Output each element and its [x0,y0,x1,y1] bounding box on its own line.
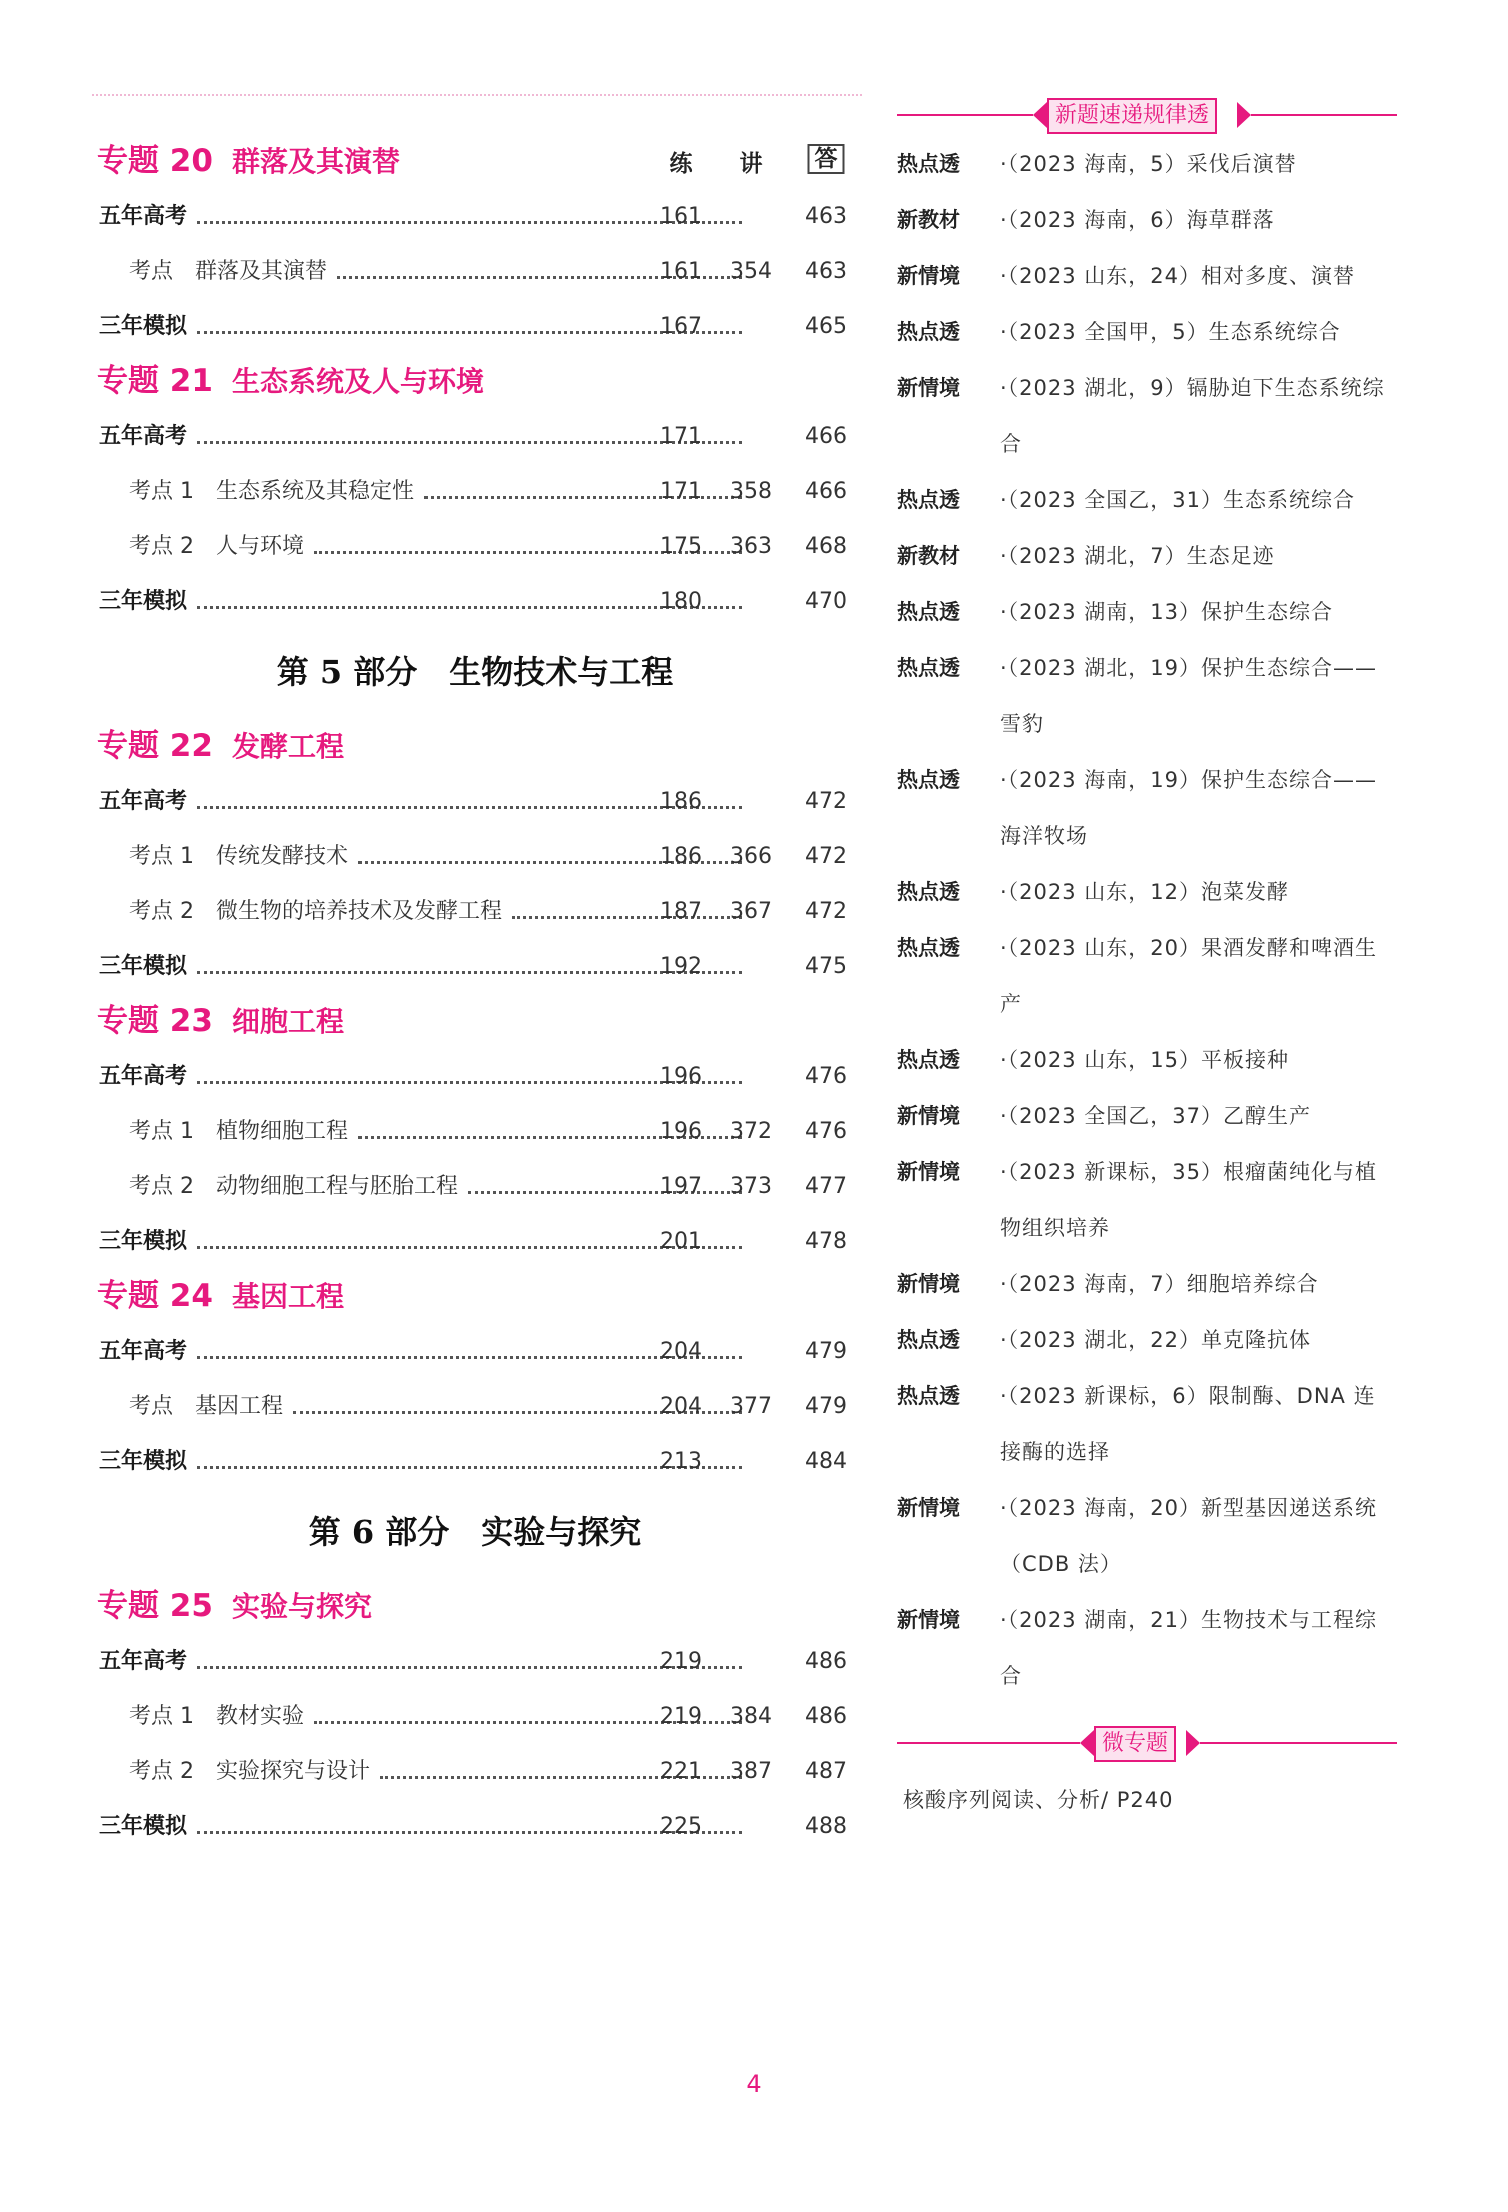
topic-title: 群落及其演替 [232,145,401,178]
topic-title: 生态系统及人与环境 [232,365,485,398]
banner-arrow-right-icon [1186,1730,1200,1756]
hot-item-text: ·（2023 湖北，9）镉胁迫下生态系统综合 [1000,376,1385,456]
hot-item[interactable] [897,1592,1397,1704]
hot-item[interactable] [897,920,1397,1032]
banner-text: 新题速递规律透 [1047,98,1217,134]
banner-line-left [897,114,1033,116]
page-da: 478 [805,1229,847,1254]
hot-item-tag: 热点透 [897,656,960,680]
row-label: 考点 2 人与环境 [129,534,304,559]
page-da: 486 [805,1649,847,1674]
hot-item-tag: 热点透 [897,1328,960,1352]
banner-line-right [1200,1742,1397,1744]
hot-item-tag: 热点透 [897,320,960,344]
toc-subsection-row[interactable] [95,1159,855,1214]
row-label: 三年模拟 [99,1449,188,1474]
hot-item-tag: 新情境 [897,1104,960,1128]
hot-item[interactable] [897,192,1397,248]
hot-item-tag: 热点透 [897,600,960,624]
page-da: 476 [805,1119,847,1144]
row-label: 三年模拟 [99,1229,188,1254]
page-jiang: 387 [730,1759,772,1784]
toc-subsection-row[interactable] [95,884,855,939]
hot-item-tag: 新情境 [897,1496,960,1520]
row-label: 五年高考 [99,789,188,814]
banner-line-right [1251,114,1397,116]
part-title-text: 第 6 部分 实验与探究 [308,1513,642,1551]
page-lian: 204 [660,1339,702,1364]
toc-section-row[interactable] [95,189,855,244]
toc-right-column [897,98,1397,1822]
hot-item[interactable] [897,1144,1397,1256]
hot-item-text: ·（2023 山东，20）果酒发酵和啤酒生产 [1000,936,1378,1016]
topic-code: 专题 24 [97,1278,213,1314]
topic-heading[interactable] [95,719,855,774]
hot-item-tag: 热点透 [897,1048,960,1072]
toc-subsection-row[interactable] [95,1104,855,1159]
page-lian: 221 [660,1759,702,1784]
hot-item-tag: 热点透 [897,152,960,176]
hot-item[interactable] [897,304,1397,360]
hot-item-tag: 新情境 [897,1608,960,1632]
column-header-lian: 练 [669,151,693,177]
hot-item-tag: 新教材 [897,544,960,568]
hot-item-text: ·（2023 海南，20）新型基因递送系统（CDB 法） [1000,1496,1378,1576]
part-title [95,1489,855,1579]
toc-section-row[interactable] [95,774,855,829]
page-lian: 167 [660,314,702,339]
page-da: 477 [805,1174,847,1199]
toc-subsection-row[interactable] [95,519,855,574]
hot-item[interactable] [897,248,1397,304]
toc-section-row[interactable] [95,1799,855,1854]
hot-item-text: ·（2023 新课标，6）限制酶、DNA 连接酶的选择 [1000,1384,1376,1464]
toc-subsection-row[interactable] [95,244,855,299]
hot-item-text: ·（2023 新课标，35）根瘤菌纯化与植物组织培养 [1000,1160,1378,1240]
hot-item[interactable] [897,360,1397,472]
hot-item-text: ·（2023 山东，15）平板接种 [1000,1048,1290,1072]
toc-subsection-row[interactable] [95,829,855,884]
banner-text: 微专题 [1094,1726,1176,1762]
page-lian: 219 [660,1704,702,1729]
row-label: 考点 1 植物细胞工程 [129,1119,348,1144]
banner-new-questions [897,98,1397,132]
toc-section-row[interactable] [95,409,855,464]
hot-item[interactable] [897,1032,1397,1088]
hot-item-tag: 新情境 [897,376,960,400]
page-lian: 196 [660,1119,702,1144]
toc-section-row[interactable] [95,1214,855,1269]
page-lian: 161 [660,259,702,284]
page-lian: 171 [660,479,702,504]
page-lian: 197 [660,1174,702,1199]
page-lian: 187 [660,899,702,924]
hot-item[interactable] [897,1312,1397,1368]
hot-item-text: ·（2023 山东，24）相对多度、演替 [1000,264,1356,288]
topic-code: 专题 25 [97,1588,213,1624]
part-title-text: 第 5 部分 生物技术与工程 [276,653,674,691]
page-lian: 225 [660,1814,702,1839]
page-da: 487 [805,1759,847,1784]
page-da: 472 [805,844,847,869]
topic-title: 实验与探究 [232,1590,373,1623]
banner-micro-topic [897,1726,1397,1760]
hot-item-text: ·（2023 湖北，7）生态足迹 [1000,544,1275,568]
page-da: 465 [805,314,847,339]
top-dotted-rule [92,94,862,96]
toc-left-column [95,134,855,1854]
topic-title: 发酵工程 [232,730,345,763]
hot-item-text: ·（2023 湖北，22）单克隆抗体 [1000,1328,1312,1352]
hot-item-tag: 新情境 [897,1160,960,1184]
row-label: 五年高考 [99,1064,188,1089]
page-lian: 219 [660,1649,702,1674]
toc-section-row[interactable] [95,299,855,354]
hot-item-tag: 新情境 [897,1272,960,1296]
topic-heading[interactable] [95,1269,855,1324]
page-da: 466 [805,424,847,449]
hot-item-tag: 热点透 [897,1384,960,1408]
page-lian: 180 [660,589,702,614]
topic-code: 专题 20 [97,143,213,179]
hot-item-tag: 新情境 [897,264,960,288]
hot-item-text: ·（2023 湖南，13）保护生态综合 [1000,600,1334,624]
topic-title: 细胞工程 [232,1005,345,1038]
topic-title: 基因工程 [232,1280,345,1313]
page-da: 475 [805,954,847,979]
page-lian: 204 [660,1394,702,1419]
page-da: 463 [805,204,847,229]
hot-item-text: ·（2023 山东，12）泡菜发酵 [1000,880,1290,904]
hot-item[interactable] [897,528,1397,584]
page-jiang: 367 [730,899,772,924]
page-da: 472 [805,789,847,814]
hot-item[interactable] [897,472,1397,528]
hot-item-text: ·（2023 全国乙，31）生态系统综合 [1000,488,1356,512]
page-jiang: 363 [730,534,772,559]
row-label: 考点 2 动物细胞工程与胚胎工程 [129,1174,458,1199]
page-lian: 213 [660,1449,702,1474]
row-label: 三年模拟 [99,589,188,614]
page-da: 470 [805,589,847,614]
hot-item-text: ·（2023 湖北，19）保护生态综合——雪豹 [1000,656,1378,736]
hot-item-tag: 热点透 [897,768,960,792]
toc-section-row[interactable] [95,939,855,994]
page-da: 472 [805,899,847,924]
hot-item[interactable] [897,864,1397,920]
topic-code: 专题 23 [97,1003,213,1039]
hot-item[interactable] [897,640,1397,752]
row-label: 三年模拟 [99,1814,188,1839]
topic-heading[interactable] [95,134,855,189]
page-da: 488 [805,1814,847,1839]
row-label: 考点 2 微生物的培养技术及发酵工程 [129,899,502,924]
hot-item[interactable] [897,1256,1397,1312]
page-da: 476 [805,1064,847,1089]
hot-item[interactable] [897,136,1397,192]
page-da: 468 [805,534,847,559]
banner-arrow-left-icon [1080,1730,1094,1756]
row-label: 考点 2 实验探究与设计 [129,1759,370,1784]
page-jiang: 372 [730,1119,772,1144]
hot-item[interactable] [897,1088,1397,1144]
page-lian: 201 [660,1229,702,1254]
dot-leader [512,916,742,919]
toc-section-row[interactable] [95,574,855,629]
hot-item-tag: 热点透 [897,936,960,960]
row-label: 考点 1 传统发酵技术 [129,844,348,869]
topic-heading[interactable] [95,994,855,1049]
page-da: 479 [805,1339,847,1364]
page-jiang: 377 [730,1394,772,1419]
page-jiang: 358 [730,479,772,504]
page-jiang: 384 [730,1704,772,1729]
hot-item-text: ·（2023 海南，7）细胞培养综合 [1000,1272,1319,1296]
banner-arrow-right-icon [1237,102,1251,128]
column-header-jiang: 讲 [739,151,763,177]
page-da: 466 [805,479,847,504]
row-label: 考点 基因工程 [129,1394,284,1419]
page-jiang: 366 [730,844,772,869]
hot-item-tag: 热点透 [897,488,960,512]
banner-arrow-left-icon [1033,102,1047,128]
row-label: 三年模拟 [99,314,188,339]
toc-subsection-row[interactable] [95,1744,855,1799]
hot-item-text: ·（2023 湖南，21）生物技术与工程综合 [1000,1608,1378,1688]
page-da: 484 [805,1449,847,1474]
hot-item-text: ·（2023 全国甲，5）生态系统综合 [1000,320,1341,344]
hot-item-text: ·（2023 海南，6）海草群落 [1000,208,1275,232]
column-header-da: 答 [808,144,845,174]
row-label: 五年高考 [99,204,188,229]
hot-item-tag: 热点透 [897,880,960,904]
row-label: 三年模拟 [99,954,188,979]
page-da: 486 [805,1704,847,1729]
hot-item-text: ·（2023 海南，5）采伐后演替 [1000,152,1297,176]
page-lian: 171 [660,424,702,449]
page-jiang: 373 [730,1174,772,1199]
toc-section-row[interactable] [95,1049,855,1104]
hot-item-text: ·（2023 全国乙，37）乙醇生产 [1000,1104,1312,1128]
page-jiang: 354 [730,259,772,284]
toc-section-row[interactable] [95,1434,855,1489]
row-label: 五年高考 [99,424,188,449]
page-da: 463 [805,259,847,284]
hot-item[interactable] [897,1368,1397,1480]
page-lian: 175 [660,534,702,559]
row-label: 考点 1 生态系统及其稳定性 [129,479,414,504]
toc-subsection-row[interactable] [95,1689,855,1744]
micro-topic-text[interactable]: 核酸序列阅读、分析/ P240 [903,1788,1174,1812]
row-label: 五年高考 [99,1649,188,1674]
page-da: 479 [805,1394,847,1419]
page-number: 4 [746,2070,762,2098]
toc-section-row[interactable] [95,1324,855,1379]
page-lian: 186 [660,844,702,869]
hot-item[interactable] [897,1480,1397,1592]
topic-heading[interactable] [95,1579,855,1634]
hot-item-tag: 新教材 [897,208,960,232]
toc-section-row[interactable] [95,1634,855,1689]
hot-item[interactable] [897,752,1397,864]
topic-code: 专题 22 [97,728,213,764]
page-lian: 196 [660,1064,702,1089]
row-label: 五年高考 [99,1339,188,1364]
hot-item-text: ·（2023 海南，19）保护生态综合——海洋牧场 [1000,768,1378,848]
toc-subsection-row[interactable] [95,1379,855,1434]
banner-line-left [897,1742,1080,1744]
part-title [95,629,855,719]
page-lian: 186 [660,789,702,814]
row-label: 考点 群落及其演替 [129,259,328,284]
page-lian: 161 [660,204,702,229]
row-label: 考点 1 教材实验 [129,1704,304,1729]
topic-heading[interactable] [95,354,855,409]
hot-item[interactable] [897,584,1397,640]
page-lian: 192 [660,954,702,979]
topic-code: 专题 21 [97,363,213,399]
toc-subsection-row[interactable] [95,464,855,519]
